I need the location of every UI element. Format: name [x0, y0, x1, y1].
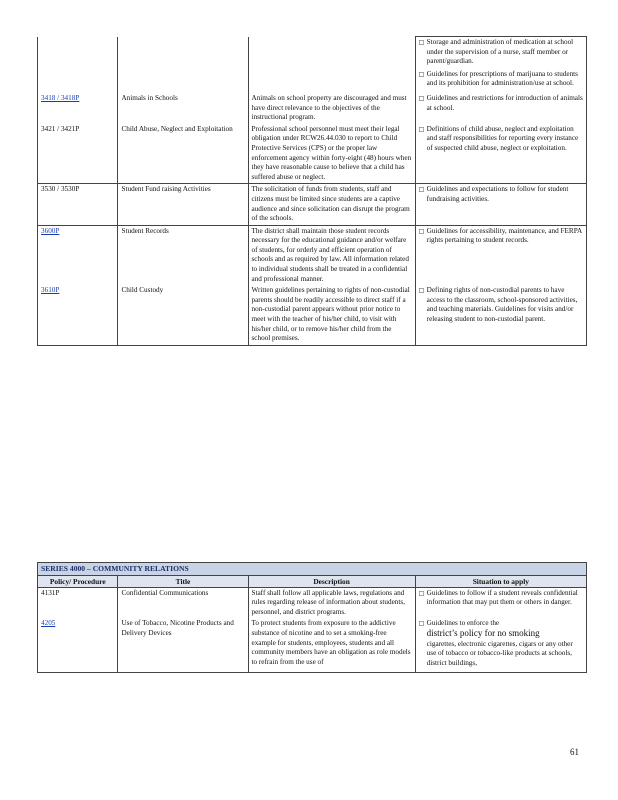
table-row [38, 184, 587, 225]
checkbox-bullet-icon: □ [418, 186, 425, 194]
policy-code-cell [38, 37, 118, 93]
page-number: 61 [570, 747, 579, 757]
table-row [38, 37, 587, 93]
title-cell: Animals in Schools [118, 93, 248, 124]
situation-text: Guidelines to follow if a student reveals confidential information that may put them or others in danger. [426, 588, 578, 607]
title-cell: Student Records [118, 225, 248, 285]
title-cell [118, 37, 248, 93]
description-cell: The solicitation of funds from students, staff and citizens must be limited since students are a captive audience and since solicitation can disrupt the program of the schools. [248, 184, 415, 225]
policy-code-cell: 3530 / 3530P [38, 184, 118, 225]
checkbox-bullet-icon: □ [418, 227, 425, 235]
header-policy: Policy/ Procedure [38, 575, 118, 587]
situation-text: Guidelines and expectations to follow for student fundraising activities. [426, 185, 569, 203]
policy-code-cell: 3421 / 3421P [38, 124, 118, 184]
title-cell: Child Abuse, Neglect and Exploitation [118, 124, 248, 184]
checkbox-bullet-icon: □ [418, 589, 425, 597]
header-title: Title [118, 575, 248, 587]
title-cell: Child Custody [118, 285, 248, 345]
header-description: Description [248, 575, 415, 587]
situation-text: Guidelines to enforce the [426, 619, 500, 628]
description-cell: To protect students from exposure to the addictive substance of nicotine and to set a smoking-free example for students, employees, students and all community members have an obligation as role models to refrain from the use of [248, 618, 415, 672]
title-cell: Student Fund raising Activities [118, 184, 248, 225]
description-cell: Animals on school property are discouraged and must have direct relevance to the objectives of the instructional program. [248, 93, 415, 124]
checkbox-bullet-icon: □ [418, 125, 425, 133]
header-situation: Situation to apply [415, 575, 586, 587]
description-cell: Staff shall follow all applicable laws, regulations and rules regarding release of information about students, personnel, and district programs. [248, 587, 415, 618]
situation-text: cigarettes, electronic cigarettes, cigars or any other use of tobacco or tobacco-like products at schools, district buildings, [426, 639, 573, 667]
description-cell [248, 37, 415, 93]
description-cell: Professional school personnel must meet their legal obligation under RCW26.44.030 to report to Child Protective Services (CPS) or the proper law enforcement agency within forty-eight (48) hours when they have reasonable cause to believe that a child has suffered abuse or neglect. [248, 124, 415, 184]
situation-text: Guidelines and restrictions for introduction of animals at school. [426, 93, 583, 112]
table-header-row [38, 575, 587, 587]
checkbox-bullet-icon: □ [418, 70, 425, 78]
table-row [38, 618, 587, 672]
situation-text: Guidelines for accessibility, maintenance, and FERPA rights pertaining to student records. [426, 226, 582, 245]
situation-text: Guidelines for prescriptions of marijuana to students and its prohibition for administration/use at school. [426, 69, 578, 88]
policy-link-3610p[interactable]: 3610P [41, 286, 60, 295]
table-row [38, 124, 587, 184]
table-row [38, 93, 587, 124]
situation-emphasis: district’s policy for no smoking [426, 627, 540, 638]
checkbox-bullet-icon: □ [418, 287, 425, 295]
checkbox-bullet-icon: □ [418, 94, 425, 102]
description-cell: Written guidelines pertaining to rights of non-custodial parents should be readily accessible to direct staff if a non-custodial parent appears without prior notice to meet with the teacher of his/her child, to visit with his/her child, or to remove his/her child from the school premises. [248, 285, 415, 345]
title-cell: Confidential Communications [118, 587, 248, 618]
table-row [38, 587, 587, 618]
policy-table-series-4000 [37, 562, 587, 673]
situation-text: Defining rights of non-custodial parents to have access to the classroom, school-sponsored activities, and teaching materials. Guidelines for visits and/or releasing student to non-custodial parent. [426, 286, 578, 324]
policy-code-cell: 4131P [41, 588, 60, 597]
series-heading: SERIES 4000 – COMMUNITY RELATIONS [38, 563, 587, 576]
policy-table-series-3000 [37, 36, 587, 346]
title-cell: Use of Tobacco, Nicotine Products and Delivery Devices [118, 618, 248, 672]
policy-link-3600p[interactable]: 3600P [41, 226, 60, 235]
situation-text: Definitions of child abuse, neglect and exploitation and staff responsibilities for reporting every instance of suspected child abuse, neglect or exploitation. [426, 124, 579, 152]
policy-link-4205[interactable]: 4205 [41, 619, 56, 628]
situation-text: Storage and administration of medication at school under the supervision of a nurse, staff member or parent/guardian. [426, 38, 574, 66]
table-row [38, 285, 587, 345]
situation-cell [415, 37, 586, 93]
description-cell: The district shall maintain those student records necessary for the educational guidance and/or welfare of students, for orderly and efficient operation of schools and as required by law. All information related to individual students shall be treated in a confidential and professional manner. [248, 225, 415, 285]
policy-link-3418[interactable]: 3418 / 3418P [41, 93, 80, 102]
checkbox-bullet-icon: □ [418, 620, 425, 628]
table-row [38, 225, 587, 285]
checkbox-bullet-icon: □ [418, 39, 425, 46]
